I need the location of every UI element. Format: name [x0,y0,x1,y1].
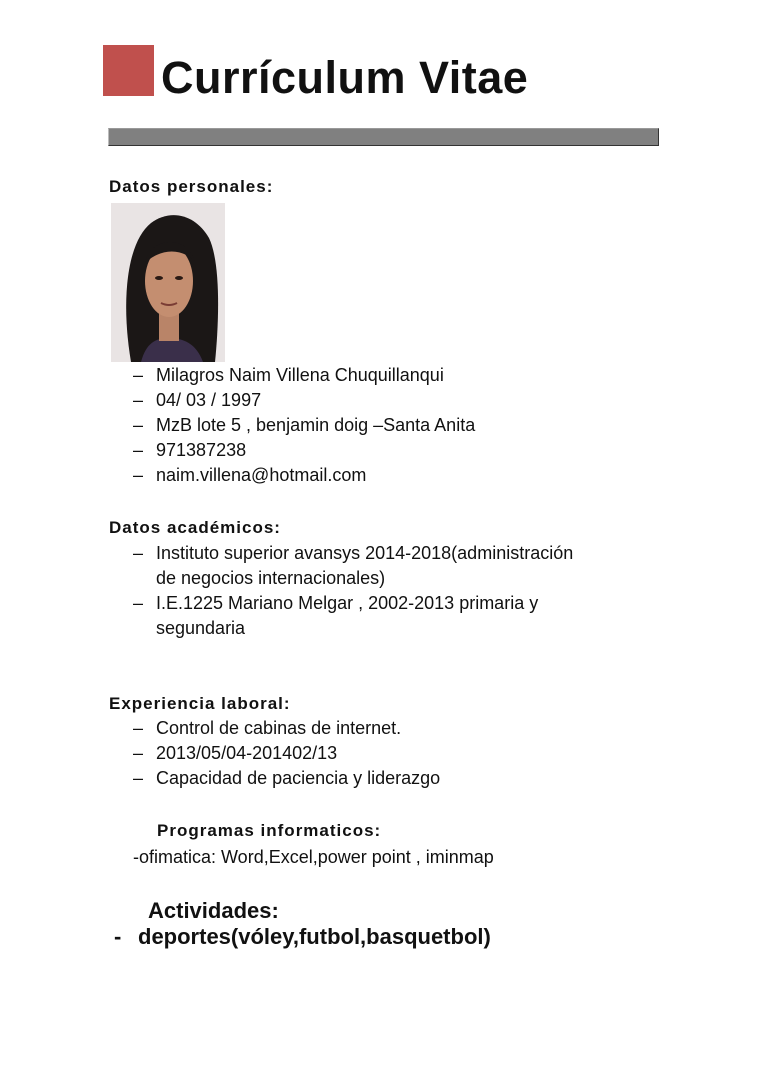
page-title: Currículum Vitae [161,52,529,103]
address: MzB lote 5 , benjamin doig –Santa Anita [156,415,476,435]
academic-item-2-line2: segundaria [156,618,246,638]
activities-text: deportes(vóley,futbol,basquetbol) [138,924,491,949]
title-accent-square [103,45,154,96]
experience-item: Capacidad de paciencia y liderazgo [156,768,441,788]
heading-activities: Actividades: [148,898,279,923]
academic-item-2-line1: I.E.1225 Mariano Melgar , 2002-2013 primaria y [156,593,539,613]
phone: 971387238 [156,440,247,460]
activities-dash: - [114,924,122,949]
heading-experience: Experiencia laboral: [109,694,291,713]
email: naim.villena@hotmail.com [156,465,367,485]
heading-programs: Programas informaticos: [157,821,382,840]
academic-item-1-line2: de negocios internacionales) [156,568,386,588]
divider-bar [108,128,659,146]
heading-personal: Datos personales: [109,177,274,196]
experience-item: Control de cabinas de internet. [156,718,402,738]
full-name: Milagros Naim Villena Chuquillanqui [156,365,444,385]
heading-academic: Datos académicos: [109,518,281,537]
programs-text: -ofimatica: Word,Excel,power point , iminmap [133,847,494,867]
birth-date: 04/ 03 / 1997 [156,390,262,410]
academic-item-1-line1: Instituto superior avansys 2014-2018(administración [156,543,574,563]
experience-item: 2013/05/04-201402/13 [156,743,338,763]
profile-photo [111,203,225,362]
